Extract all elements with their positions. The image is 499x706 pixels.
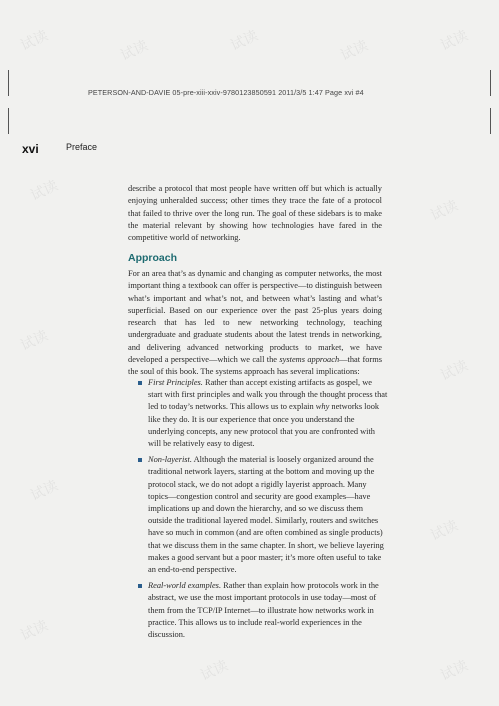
bullet-square-icon bbox=[138, 458, 142, 462]
watermark: 试读 bbox=[118, 37, 151, 65]
paragraph-text: —that forms the soul of this book. The systems approach has several implications: bbox=[128, 355, 382, 377]
emphasis-text: why bbox=[315, 402, 330, 412]
list-item bbox=[138, 580, 388, 641]
paragraph-text: For an area that’s as dynamic and changing as computer networks, the most important thing a textbook can offer is perspective—to distinguish between what’s important and what’s not, and between what’s lasting and what’s superficial. Based on our experience over the past 25-plus years doing research that has led to new networking technology, teaching undergraduate and graduate students about the latest trends in networking, and delivering advanced networking products to market, we have developed a perspective—which we call the bbox=[128, 269, 382, 365]
crop-mark bbox=[8, 70, 9, 96]
watermark: 试读 bbox=[28, 477, 61, 505]
bullet-list bbox=[138, 377, 388, 645]
bullet-square-icon bbox=[138, 381, 142, 385]
watermark: 试读 bbox=[18, 327, 51, 355]
page-number: xvi bbox=[22, 142, 39, 156]
section-title: Preface bbox=[66, 142, 98, 152]
crop-mark bbox=[490, 70, 491, 96]
running-head: PETERSON-AND-DAVIE 05-pre-xiii-xxiv-9780123850591 2011/3/5 1:47 Page xvi #4 bbox=[88, 88, 364, 97]
emphasis-text: systems approach bbox=[279, 355, 340, 365]
watermark: 试读 bbox=[338, 37, 371, 65]
bullet-text: Rather than accept existing artifacts as gospel, we start with first principles and walk you through the thought process that led to today’s networks. This allows us to explain bbox=[148, 378, 388, 412]
watermark: 试读 bbox=[18, 617, 51, 645]
watermark: 试读 bbox=[438, 657, 471, 685]
watermark: 试读 bbox=[428, 197, 461, 225]
crop-mark bbox=[490, 108, 491, 134]
section-heading: Approach bbox=[128, 252, 178, 264]
bullet-square-icon bbox=[138, 584, 142, 588]
watermark: 试读 bbox=[198, 657, 231, 685]
watermark: 试读 bbox=[428, 517, 461, 545]
bullet-lead: Non-layerist. bbox=[148, 455, 192, 465]
watermark: 试读 bbox=[28, 177, 61, 205]
paragraph-intro: describe a protocol that most people have written off but which is actually enjoying unheralded success; other times they trace the fate of a protocol that failed to thrive over the long run. The goal of these sidebars is to make the material relevant by showing how technologies have fared in the competitive world of networking. bbox=[128, 184, 382, 243]
paragraph-approach bbox=[128, 268, 382, 379]
list-item bbox=[138, 377, 388, 450]
bullet-lead: First Principles. bbox=[148, 378, 203, 387]
watermark: 试读 bbox=[438, 27, 471, 55]
crop-mark bbox=[8, 108, 9, 134]
bullet-lead: Real-world examples. bbox=[148, 581, 222, 591]
bullet-text: Although the material is loosely organized around the traditional network layers, starting at the bottom and moving up the protocol stack, we do not adopt a rigidly layerist approach. Many topics—congestion control and security are good examples—have implications up and down the hierarchy, and so we discuss them outside the traditional layered model. Similarly, routers and switches have so much in common (and are often combined as single products) that we discuss them in the same chapter. In short, we believe layering makes a good servant but a poor master; it’s more often useful to take an end-to-end perspective. bbox=[148, 455, 384, 575]
bullet-text: Rather than explain how protocols work in the abstract, we use the most important protocols in use today—most of them from the TCP/IP Internet—to illustrate how networks work in practice. This allows us to include real-world experiences in the discussion. bbox=[148, 581, 379, 640]
list-item bbox=[138, 454, 388, 576]
watermark: 试读 bbox=[228, 27, 261, 55]
watermark: 试读 bbox=[18, 27, 51, 55]
watermark: 试读 bbox=[438, 357, 471, 385]
bullet-text: networks look like they do. It is our experience that once you understand the underlying concepts, any new protocol that you are confronted with will be relatively easy to digest. bbox=[148, 402, 380, 449]
